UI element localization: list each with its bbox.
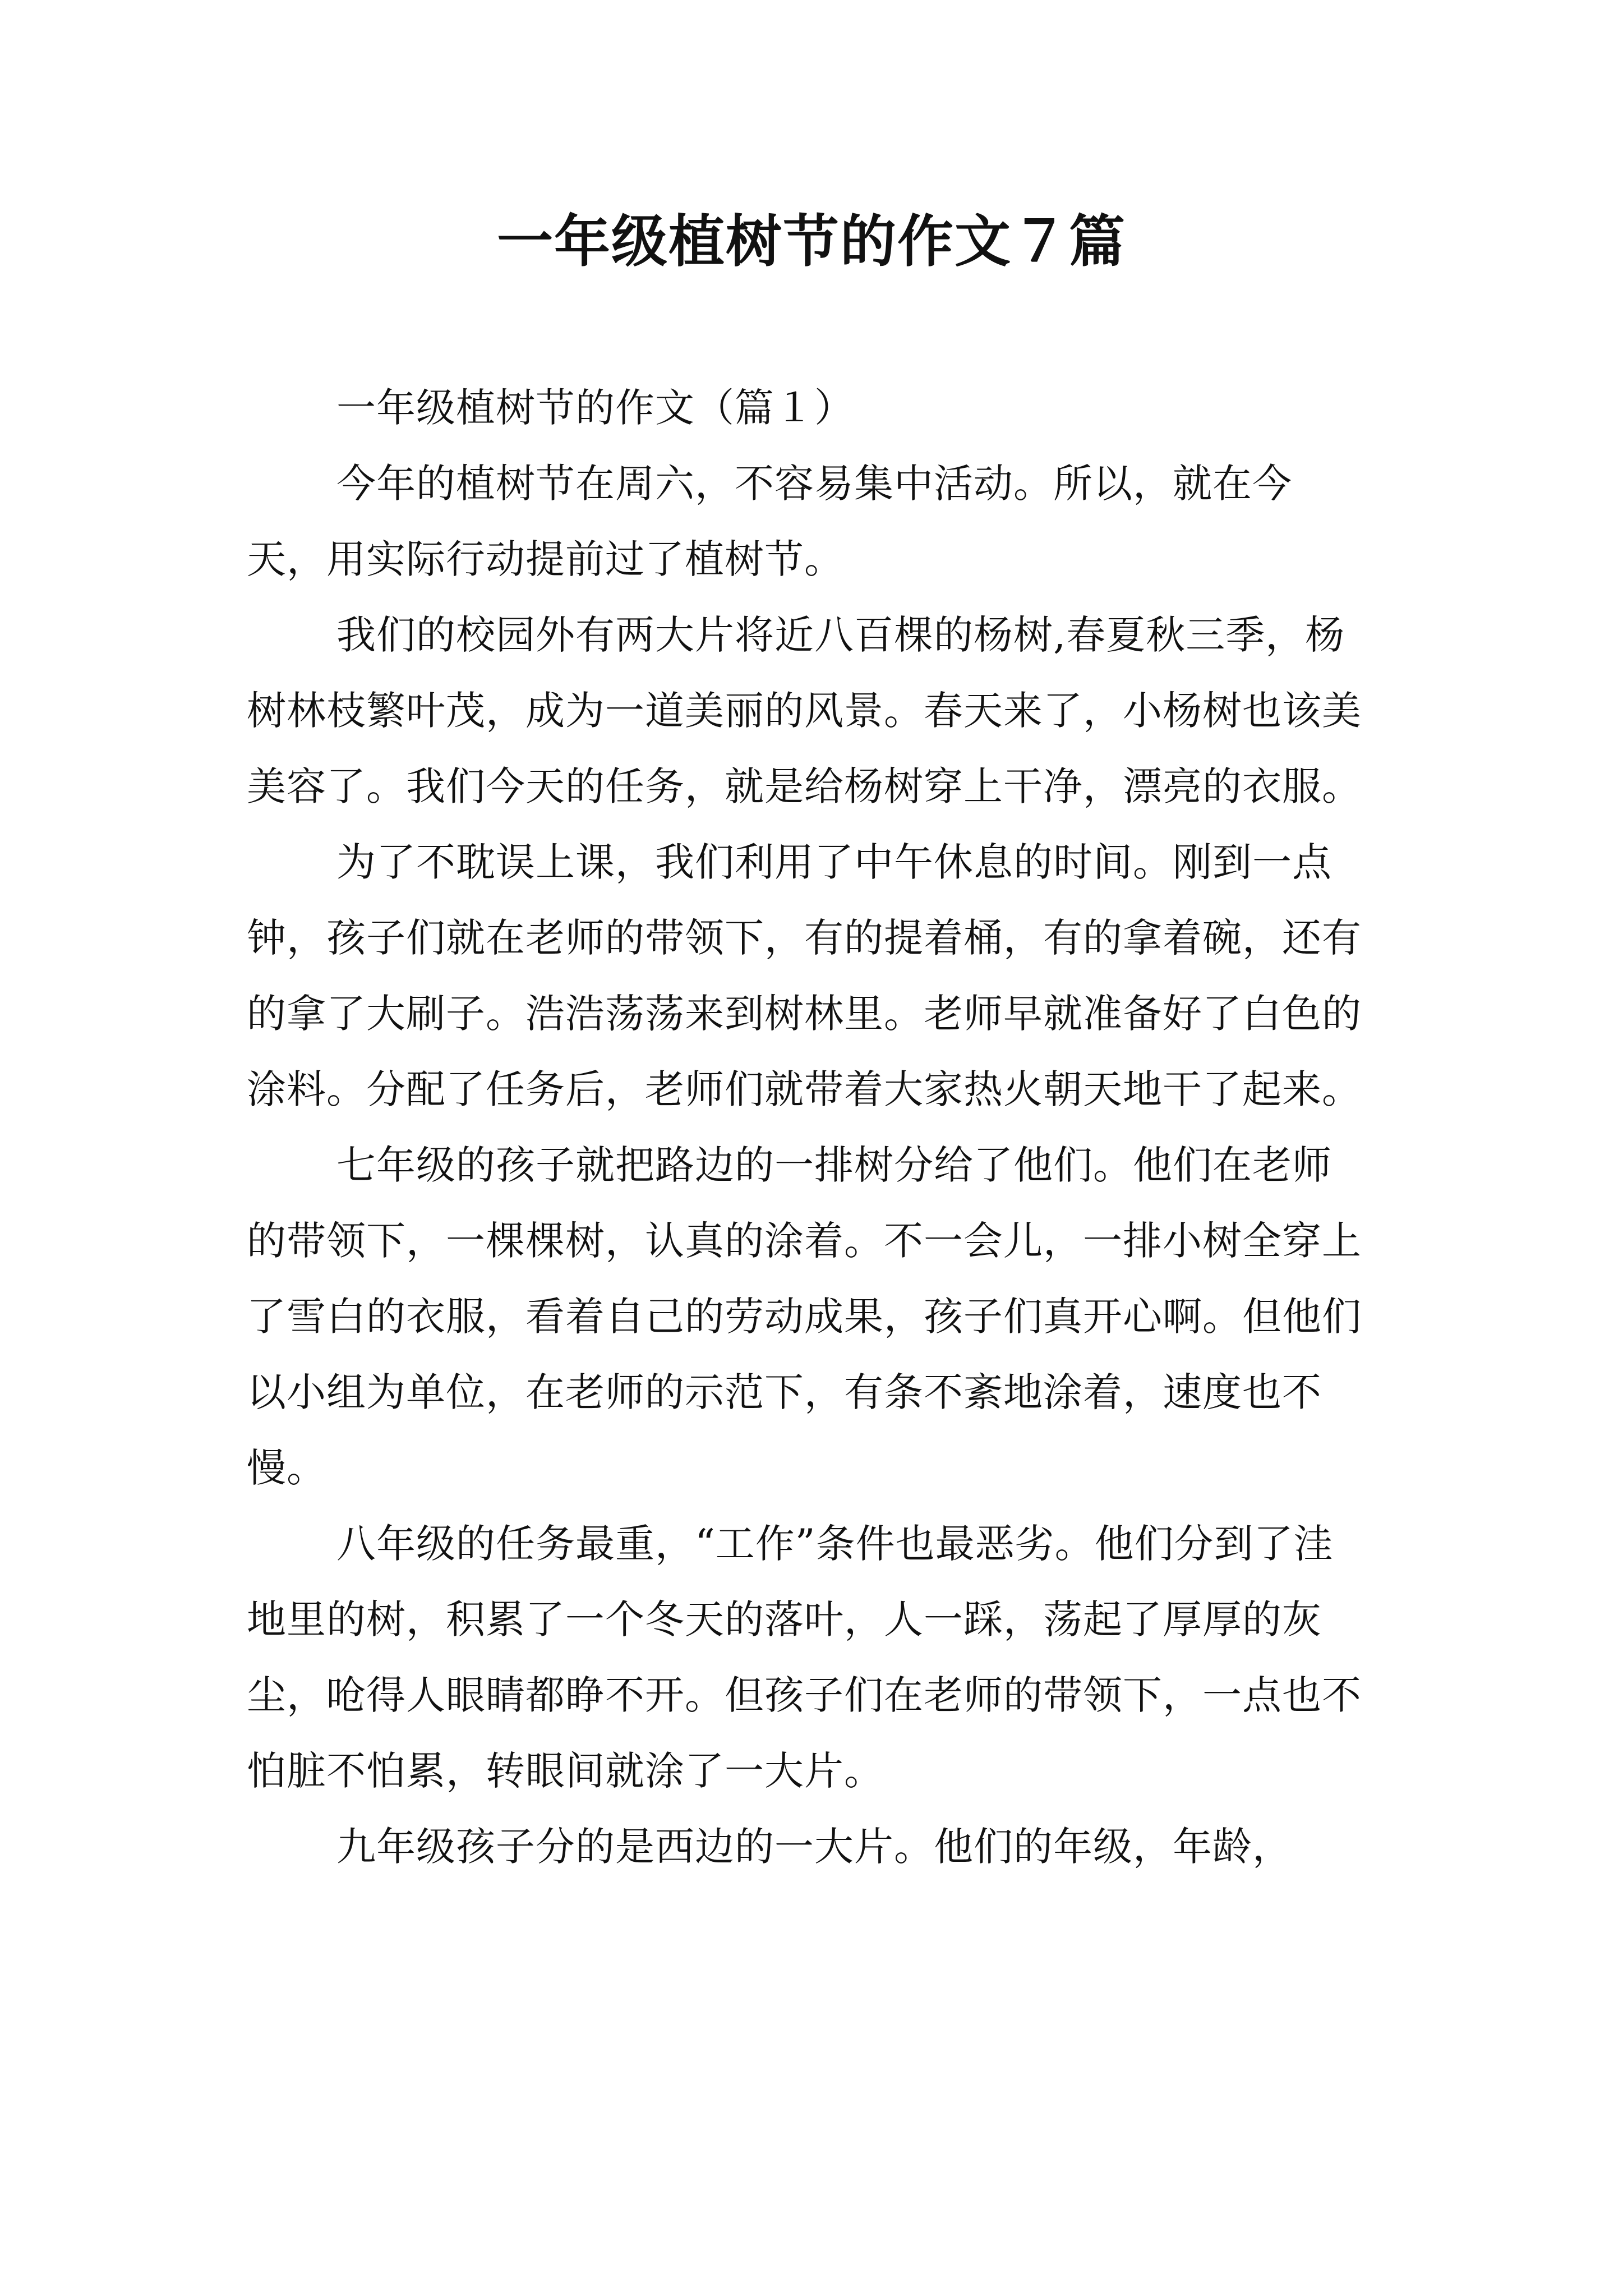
paragraph: 八年级的任务最重，“工作”条件也最恶劣。他们分到了洼地里的树，积累了一个冬天的落叶，人一踩，荡起了厚厚的灰尘，呛得人眼睛都睁不开。但孩子们在老师的带领下，一点也不怕脏不怕累，转眼间就涂了一大片。 xyxy=(247,1521,1362,1794)
paragraph: 九年级孩子分的是西边的一大片。他们的年级，年龄， xyxy=(336,1824,1292,1870)
document-title: 一年级植树节的作文７篇 xyxy=(497,208,1126,274)
paragraph: 我们的校园外有两大片将近八百棵的杨树,春夏秋三季，杨树林枝繁叶茂，成为一道美丽的风景。春天来了，小杨树也该美美容了。我们今天的任务，就是给杨树穿上干净，漂亮的衣服。 xyxy=(247,612,1362,809)
paragraph: 七年级的孩子就把路边的一排树分给了他们。他们在老师的带领下，一棵棵树，认真的涂着。不一会儿，一排小树全穿上了雪白的衣服，看着自己的劳动成果，孩子们真开心啊。但他们以小组为单位，在老师的示范下，有条不紊地涂着，速度也不慢。 xyxy=(247,1142,1362,1491)
paragraph-section-heading: 一年级植树节的作文（篇１） xyxy=(336,385,854,431)
paragraph: 今年的植树节在周六，不容易集中活动。所以，就在今天，用实际行动提前过了植树节。 xyxy=(247,461,1292,582)
paragraph: 为了不耽误上课，我们利用了中午休息的时间。刚到一点钟，孩子们就在老师的带领下，有的提着桶，有的拿着碗，还有的拿了大刷子。浩浩荡荡来到树林里。老师早就准备好了白色的涂料。分配了任务后，老师们就带着大家热火朝天地干了起来。 xyxy=(247,839,1362,1112)
document-body xyxy=(247,370,1368,1885)
